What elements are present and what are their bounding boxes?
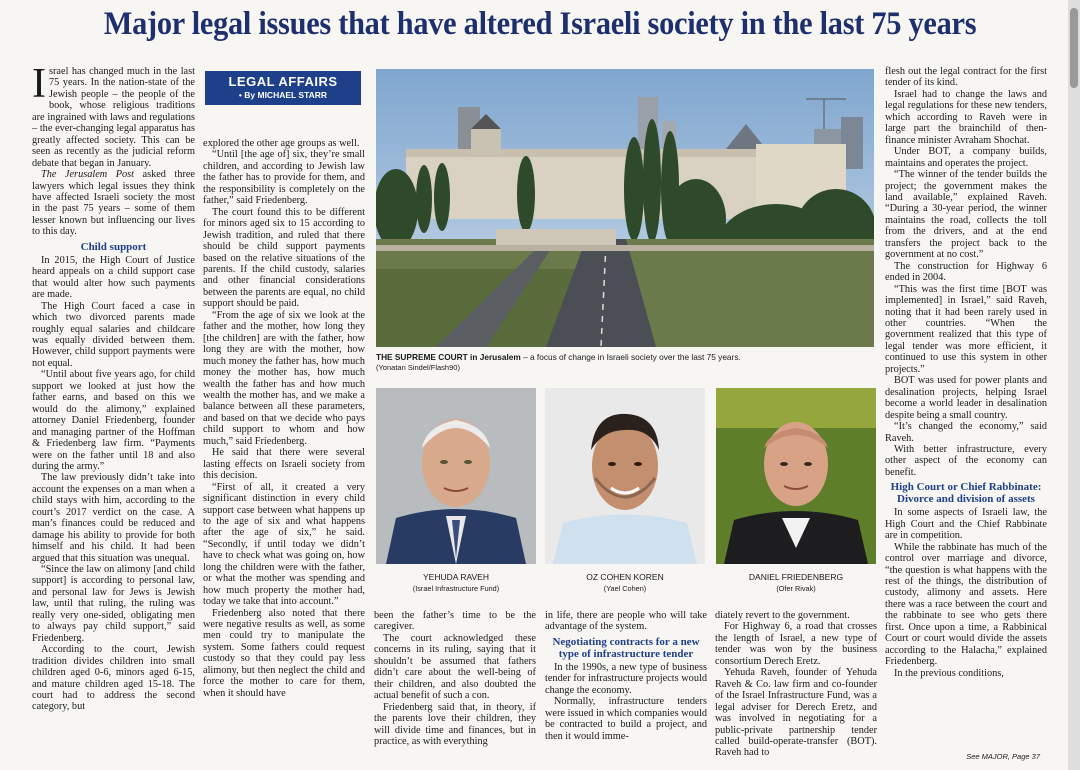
paragraph: The Jerusalem Post asked three lawyers which legal issues they think have affected Israeli society the most in the past 75 years – some of them lesser known but influencing our lives to this day. <box>32 169 195 238</box>
portrait-illustration <box>545 388 705 564</box>
portrait-name: DANIEL FRIEDENBERG <box>748 572 844 582</box>
paragraph: “This was the first time [BOT was implemented] in Israel,” said Raveh, noting that it had been rarely used in other countries. “When the government realized that this type of legal tender was more efficient, it continued to use this system in other projects.” <box>885 283 1047 375</box>
portrait-caption-koren <box>545 572 705 594</box>
portrait-illustration <box>716 388 876 564</box>
paragraph: According to the court, Jewish tradition divides children into small children aged 0-6, minors aged 6-15, and mature children aged 15-18. The court had to address the second category, but <box>32 644 195 713</box>
paragraph: “Until about five years ago, for child support we looked at just how the father earns, and based on this we would do the alimony,” explained attorney Daniel Friedenberg, founder and managing partner of the Hoffman & Friedenberg law firm. “Payments were on the father until 18 and also during the army.” <box>32 369 195 472</box>
article-column-6 <box>885 66 1047 770</box>
paragraph: explored the other age groups as well. <box>203 138 360 149</box>
paragraph: “From the age of six we look at the father and the mother, how long they [the children] are with the father, how long they are with the mother, how much money the father has, how much money the mother has, how much wealth the father has and how much wealth the mother has, and we make a balance between all these parameters, and based on that we decide who pays child support to whom and how much,” said Friedenberg. <box>203 309 365 447</box>
paragraph: In some aspects of Israeli law, the High Court and the Chief Rabbinate are in competition. <box>885 507 1047 542</box>
paragraph: Under BOT, a company builds, maintains and operates the project. <box>885 146 1047 169</box>
article-column-2 <box>203 138 365 770</box>
paragraph: The law previously didn’t take into account the expenses on a man when a child stays with him, according to the court’s 2017 verdict on the case. A man’s finances could be reduced and damage his ability to provide for both himself and his child. It had been argued that this situation was unequal. <box>32 472 195 564</box>
portrait-oz-cohen-koren <box>545 388 705 564</box>
section-title: LEGAL AFFAIRS <box>228 74 338 89</box>
portrait-illustration <box>376 388 536 564</box>
portrait-credit: (Yael Cohen) <box>603 584 647 593</box>
paragraph: Normally, infrastructure tenders were issued in which companies would be contracted to build a project, and then it would imme- <box>545 696 707 742</box>
paragraph: Yehuda Raveh, founder of Yehuda Raveh & Co. law firm and co-founder of the Israel Infrastructure Fund, was a legal adviser for Derech Eretz, and was involved in negotiating for a public-private partnership tender called build-operate-transfer (BOT). Raveh had to <box>715 667 877 759</box>
article-column-1 <box>32 66 195 770</box>
paragraph: Friedenberg said that, in theory, if the parents love their children, they will divide time and finances, but in practice, as with everything <box>374 701 536 747</box>
supreme-court-illustration <box>376 69 874 347</box>
photo-credit: (Yonatan Sindel/Flash90) <box>376 362 460 372</box>
caption-lead: THE SUPREME COURT in Jerusalem <box>376 352 521 362</box>
main-photo-caption <box>376 352 876 373</box>
paragraph: diately revert to the government. <box>715 610 850 621</box>
supreme-court-photo <box>376 69 874 347</box>
portrait-name: YEHUDA RAVEH <box>423 572 489 582</box>
paragraph: The construction for Highway 6 ended in 2004. <box>885 260 1047 284</box>
subhead-child-support: Child support <box>80 240 147 253</box>
subhead-infrastructure: Negotiating contracts for a new type of infrastructure tender <box>552 635 700 660</box>
lead-paragraph: Israel has changed much in the last 75 years. In the nation-state of the Jewish people – the people of the book, whose religious traditions are ingrained with laws and regulations – the ever-changing legal apparatus has greatly affected society. This can be seen as recently as the judicial reform debate that began in January. <box>32 66 195 169</box>
paragraph: In 2015, the High Court of Justice heard appeals on a child support case that would alter how such payments are made. <box>32 254 195 301</box>
paragraph: In the previous conditions, <box>894 667 1004 679</box>
continued-on-page: See MAJOR, Page 37 <box>966 752 1040 761</box>
paragraph: The High Court faced a case in which two divorced parents made roughly equal salaries and childcare was equally divided between them. However, child support payments were not equal. <box>32 300 195 369</box>
paragraph: Friedenberg also noted that there were negative results as well, as some men could try to manipulate the system. Some fathers could request custody so that they could pay less alimony, but then neglect the child and force the mother to care for them, when it should have <box>203 607 365 699</box>
publication-name: The Jerusalem Post <box>41 169 135 181</box>
paragraph: in life, there are people who will take advantage of the system. <box>545 610 707 633</box>
paragraph: The court acknowledged these concerns in its ruling, saying that it shouldn’t be assumed that fathers didn’t care about the well-being of their children, and also doubted the actual benefit of such a con. <box>374 632 536 702</box>
portrait-yehuda-raveh <box>376 388 536 564</box>
paragraph: For Highway 6, a road that crosses the length of Israel, a new type of tender was won by the business consortium Derech Eretz. <box>715 621 877 667</box>
byline: • By MICHAEL STARR <box>238 90 328 100</box>
paragraph: The court found this to be different for minors aged six to 15 according to Jewish tradition, and ruled that there should be child support payments based on the relative situations of the parents. If the child custody, salaries and other financial considerations between the parents are equal, no child support should be paid. <box>203 206 365 310</box>
paragraph: He said that there were several lasting effects on Israeli society from this decision. <box>203 447 365 482</box>
portrait-name: OZ COHEN KOREN <box>586 572 664 582</box>
paragraph: “It’s changed the economy,” said Raveh. <box>885 421 1047 444</box>
caption-text: – a focus of change in Israeli society over the last 75 years. <box>520 352 741 362</box>
paragraph: While the rabbinate has much of the control over marriage and divorce, “the question is what happens with the rest of the things, the distribution of custody, alimony and assets. Here there was a race between the court and the rabbinate to see who gets there first. Once upon a time, a Rabbinical Court or court would divide the assets according to the Halacha,” explained Friedenberg. <box>885 541 1047 668</box>
drop-cap: I <box>32 66 46 107</box>
headline: Major legal issues that have altered Israeli society in the last 75 years <box>103 6 977 42</box>
scrollbar-thumb[interactable] <box>1070 8 1078 88</box>
paragraph: flesh out the legal contract for the first tender of its kind. <box>885 66 1047 89</box>
portrait-credit: (Israel Infrastructure Fund) <box>412 584 500 593</box>
paragraph: BOT was used for power plants and desalination projects, helping Israel become a world leader in desalination despite being a small country. <box>885 375 1047 421</box>
portrait-daniel-friedenberg <box>716 388 876 564</box>
paragraph: Israel had to change the laws and legal regulations for these new tenders, which according to Raveh were in large part the brainchild of then-finance minister Avraham Shochat. <box>885 88 1047 146</box>
paragraph: “The winner of the tender builds the project; the government makes the land available,” explained Raveh. “During a 30-year period, the winner maintains the road, collects the toll from the drivers, and at the end transfers the project back to the government at no cost.” <box>885 169 1047 261</box>
portrait-credit: (Ofer Rivak) <box>776 584 816 593</box>
section-label-box <box>205 71 361 105</box>
scrollbar[interactable] <box>1068 0 1080 770</box>
paragraph: “First of all, it created a very significant distinction in every child support case between what happens up to the age of six and what happens after the age of six,” he said. “Secondly, if until today we didn’t have to check what was going on, how long the children were with the father, or what the mother was spending and how much property the mother had, today we take that into account.” <box>203 481 365 608</box>
article-column-5 <box>715 610 877 770</box>
paragraph: “Until [the age of] six, they’re small children, and according to Jewish law the father has to provide for them, and the responsibility is completely on the father,” said Friedenberg. <box>203 149 365 207</box>
paragraph: With better infrastructure, every other aspect of the economy can benefit. <box>885 443 1047 478</box>
paragraph: In the 1990s, a new type of business tender for infrastructure projects would change the economy. <box>545 661 707 696</box>
paragraph: been the father’s time to be the caregiver. <box>374 610 536 633</box>
subhead-high-court-rabbinate: High Court or Chief Rabbinate: Divorce and division of assets <box>890 481 1042 506</box>
portrait-caption-friedenberg <box>716 572 876 594</box>
paragraph: “Since the law on alimony [and child support] is according to personal law, and personal law for Jews is Jewish law, until that ruling, the ruling was really very one-sided, obligating men to always pay child support,” said Friedenberg. <box>32 564 195 644</box>
article-column-4 <box>545 610 707 770</box>
article-column-3 <box>374 610 536 770</box>
portrait-caption-raveh <box>376 572 536 594</box>
